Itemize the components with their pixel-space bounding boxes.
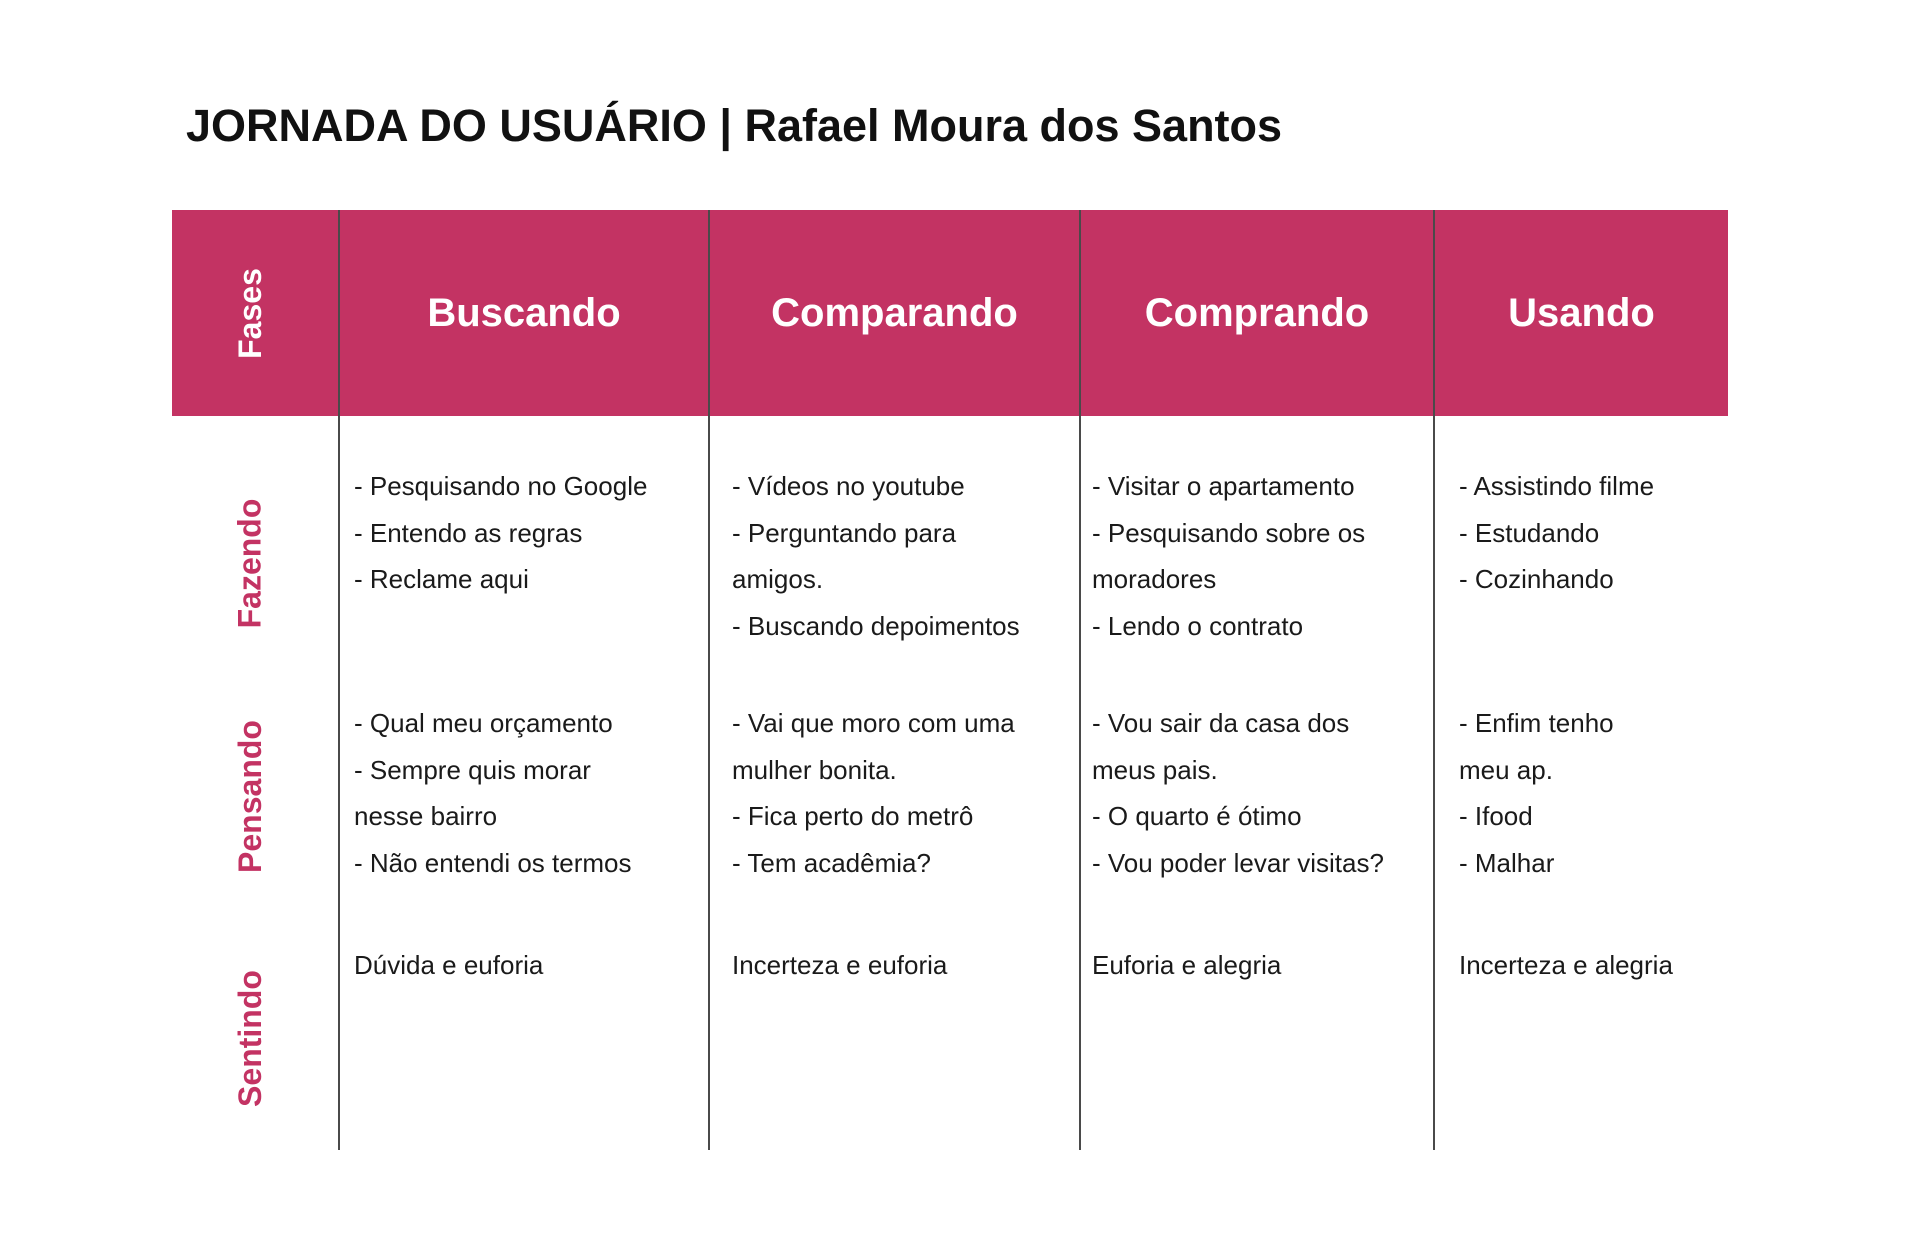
cell-sentindo-usando: Incerteza e alegria xyxy=(1459,950,1673,980)
list-item: meu ap. xyxy=(1459,754,1553,785)
cell-fazendo-usando xyxy=(1459,463,1654,603)
row-label-fases: Fases xyxy=(231,267,268,359)
list-item: nesse bairro xyxy=(354,801,498,831)
phase-header-buscando: Buscando xyxy=(427,290,621,335)
cell-fazendo-buscando xyxy=(354,463,647,603)
list-item: - Perguntando para xyxy=(732,517,957,548)
cell-pensando-comprando xyxy=(1092,700,1384,886)
list-item: - Estudando xyxy=(1459,517,1600,548)
list-item: - Fica perto do metrô xyxy=(732,801,974,831)
phase-header-usando: Usando xyxy=(1508,290,1655,335)
list-item: - Sempre quis morar xyxy=(354,754,591,785)
list-item: - O quarto é ótimo xyxy=(1092,801,1302,831)
list-item: amigos. xyxy=(732,564,824,594)
list-item: - Malhar xyxy=(1459,847,1555,878)
list-item: - Enfim tenho xyxy=(1459,708,1614,738)
cell-sentindo-comprando: Euforia e alegria xyxy=(1092,950,1282,980)
list-item: mulher bonita. xyxy=(732,754,897,785)
list-item: - Pesquisando sobre os xyxy=(1092,517,1366,548)
list-item: - Lendo o contrato xyxy=(1092,610,1304,641)
cell-pensando-usando xyxy=(1459,700,1614,886)
list-item: - Entendo as regras xyxy=(354,517,583,548)
cell-sentindo-buscando: Dúvida e euforia xyxy=(354,950,544,980)
list-item: - Tem acadêmia? xyxy=(732,847,931,878)
cell-pensando-buscando xyxy=(354,700,631,886)
row-label-fazendo: Fazendo xyxy=(231,498,268,628)
list-item: - Vai que moro com uma xyxy=(732,708,1015,738)
row-label-pensando: Pensando xyxy=(231,719,268,873)
cell-fazendo-comparando xyxy=(732,463,1020,649)
list-item: - Assistindo filme xyxy=(1459,471,1655,501)
cell-pensando-comparando xyxy=(732,700,1015,886)
list-item: - Cozinhando xyxy=(1459,564,1614,594)
list-item: - Vídeos no youtube xyxy=(732,471,965,501)
list-item: - Buscando depoimentos xyxy=(732,610,1020,641)
cell-sentindo-comparando: Incerteza e euforia xyxy=(732,950,948,980)
list-item: - Visitar o apartamento xyxy=(1092,471,1355,501)
row-label-sentindo: Sentindo xyxy=(231,969,268,1107)
phase-header-comprando: Comprando xyxy=(1144,290,1370,335)
list-item: - Ifood xyxy=(1459,801,1533,831)
list-item: moradores xyxy=(1092,564,1217,594)
list-item: - Pesquisando no Google xyxy=(354,471,648,501)
list-item: - Vou sair da casa dos xyxy=(1092,708,1350,738)
list-item: meus pais. xyxy=(1092,754,1218,785)
phase-header-comparando: Comparando xyxy=(771,290,1018,335)
cell-fazendo-comprando xyxy=(1092,463,1365,649)
list-item: - Qual meu orçamento xyxy=(354,708,613,738)
list-item: - Não entendi os termos xyxy=(354,847,632,878)
list-item: - Reclame aqui xyxy=(354,564,529,594)
page-title: JORNADA DO USUÁRIO | Rafael Moura dos Santos xyxy=(186,100,1283,151)
list-item: - Vou poder levar visitas? xyxy=(1092,847,1384,878)
